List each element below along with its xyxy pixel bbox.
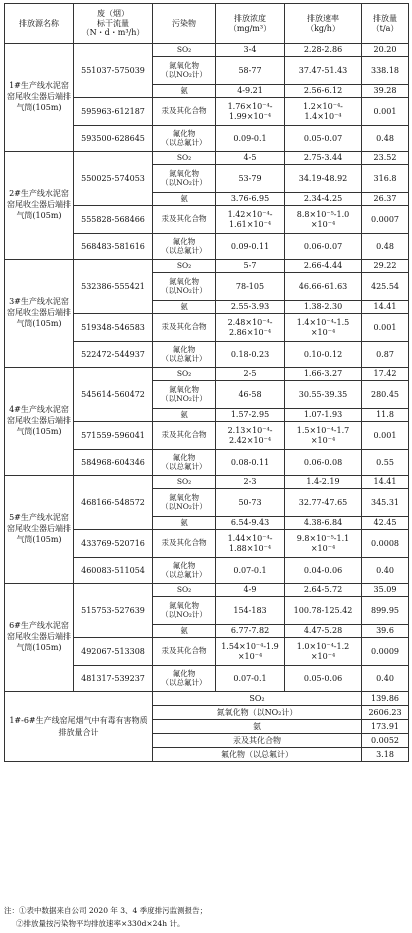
rate-value: 0.05-0.06 <box>285 666 362 692</box>
rate-value: 30.55-39.35 <box>285 381 362 409</box>
table-row <box>5 368 409 381</box>
rate-value: 2.64-5.72 <box>285 584 362 597</box>
amount-value: 0.48 <box>362 234 409 260</box>
pollutant-name: 氟化物 （以总氟计） <box>153 342 216 368</box>
source-name: 4#生产线水泥窑窑尾收尘器后端排气筒(105m) <box>5 368 74 476</box>
pollutant-name: SO₂ <box>153 476 216 489</box>
concentration-value: 6.77-7.82 <box>216 625 285 638</box>
table-row <box>5 476 409 489</box>
rate-value: 1.4-2.19 <box>285 476 362 489</box>
flow-value: 571559-596041 <box>74 422 153 450</box>
pollutant-name: 汞及其化合物 <box>153 206 216 234</box>
amount-value: 280.45 <box>362 381 409 409</box>
header-amount: 排放量 （t/a） <box>362 4 409 44</box>
rate-value: 0.10-0.12 <box>285 342 362 368</box>
amount-value: 316.8 <box>362 165 409 193</box>
source-name: 2#生产线水泥窑窑尾收尘器后端排气筒(105m) <box>5 152 74 260</box>
flow-value: 468166-548572 <box>74 476 153 530</box>
concentration-value: 6.54-9.43 <box>216 517 285 530</box>
concentration-value: 2-5 <box>216 368 285 381</box>
pollutant-name: 氮氧化物 （以NO₂计） <box>153 597 216 625</box>
concentration-value: 50-73 <box>216 489 285 517</box>
flow-value: 555828-568466 <box>74 206 153 234</box>
concentration-value: 4-9 <box>216 584 285 597</box>
rate-value: 100.78-125.42 <box>285 597 362 625</box>
header-rate: 排放速率 （kg/h） <box>285 4 362 44</box>
amount-value: 0.40 <box>362 666 409 692</box>
amount-value: 17.42 <box>362 368 409 381</box>
concentration-value: 78-105 <box>216 273 285 301</box>
summary-row <box>5 692 409 706</box>
summary-pollutant: 氨 <box>153 720 362 734</box>
flow-value: 568483-581616 <box>74 234 153 260</box>
rate-value: 2.56-6.12 <box>285 85 362 98</box>
pollutant-name: 氨 <box>153 409 216 422</box>
rate-value: 1.07-1.93 <box>285 409 362 422</box>
flow-value: 492067-513308 <box>74 638 153 666</box>
amount-value: 20.20 <box>362 44 409 57</box>
amount-value: 0.001 <box>362 314 409 342</box>
flow-value: 550025-574053 <box>74 152 153 206</box>
note-line: ②排放量按污染物平均排放速率×330d×24h 计。 <box>16 919 185 928</box>
flow-value: 551037-575039 <box>74 44 153 98</box>
concentration-value: 4-5 <box>216 152 285 165</box>
pollutant-name: SO₂ <box>153 44 216 57</box>
pollutant-name: 氨 <box>153 85 216 98</box>
pollutant-name: 汞及其化合物 <box>153 314 216 342</box>
amount-value: 14.41 <box>362 301 409 314</box>
flow-value: 433769-520716 <box>74 530 153 558</box>
amount-value: 0.87 <box>362 342 409 368</box>
table-row <box>5 152 409 165</box>
source-name: 1#生产线水泥窑窑尾收尘器后端排气筒(105m) <box>5 44 74 152</box>
flow-value: 515753-527639 <box>74 584 153 638</box>
rate-value: 2.75-3.44 <box>285 152 362 165</box>
rate-value: 1.66-3.27 <box>285 368 362 381</box>
concentration-value: 1.57-2.95 <box>216 409 285 422</box>
pollutant-name: 汞及其化合物 <box>153 638 216 666</box>
amount-value: 0.001 <box>362 422 409 450</box>
pollutant-name: 汞及其化合物 <box>153 98 216 126</box>
pollutant-name: 汞及其化合物 <box>153 422 216 450</box>
amount-value: 14.41 <box>362 476 409 489</box>
concentration-value: 0.07-0.1 <box>216 558 285 584</box>
pollutant-name: 氮氧化物 （以NO₂计） <box>153 381 216 409</box>
amount-value: 0.48 <box>362 126 409 152</box>
summary-pollutant: 汞及其化合物 <box>153 734 362 748</box>
rate-value: 1.4×10⁻⁴-1.5 ×10⁻⁴ <box>285 314 362 342</box>
pollutant-name: 氟化物 （以总氟计） <box>153 234 216 260</box>
rate-value: 1.5×10⁻⁴-1.7 ×10⁻⁴ <box>285 422 362 450</box>
amount-value: 26.37 <box>362 193 409 206</box>
rate-value: 4.38-6.84 <box>285 517 362 530</box>
rate-value: 0.06-0.08 <box>285 450 362 476</box>
rate-value: 0.06-0.07 <box>285 234 362 260</box>
pollutant-name: 氮氧化物 （以NO₂计） <box>153 165 216 193</box>
summary-amount: 3.18 <box>362 748 409 762</box>
pollutant-name: 氟化物 （以总氟计） <box>153 558 216 584</box>
rate-value: 32.77-47.65 <box>285 489 362 517</box>
pollutant-name: 氮氧化物 （以NO₂计） <box>153 489 216 517</box>
emission-table <box>4 3 409 762</box>
pollutant-name: 氮氧化物 （以NO₂计） <box>153 273 216 301</box>
summary-pollutant: 氟化物（以总氟计） <box>153 748 362 762</box>
concentration-value: 5-7 <box>216 260 285 273</box>
pollutant-name: 氨 <box>153 301 216 314</box>
flow-value: 532386-555421 <box>74 260 153 314</box>
concentration-value: 0.18-0.23 <box>216 342 285 368</box>
flow-value: 481317-539237 <box>74 666 153 692</box>
pollutant-name: 氨 <box>153 625 216 638</box>
table-row <box>5 260 409 273</box>
amount-value: 0.55 <box>362 450 409 476</box>
rate-value: 0.04-0.06 <box>285 558 362 584</box>
summary-amount: 173.91 <box>362 720 409 734</box>
header-source: 排放源名称 <box>5 4 74 44</box>
amount-value: 11.8 <box>362 409 409 422</box>
pollutant-name: 氮氧化物 （以NO₂计） <box>153 57 216 85</box>
concentration-value: 58-77 <box>216 57 285 85</box>
rate-value: 1.0×10⁻⁴-1.2 ×10⁻⁴ <box>285 638 362 666</box>
concentration-value: 53-79 <box>216 165 285 193</box>
rate-value: 46.66-61.63 <box>285 273 362 301</box>
pollutant-name: 氟化物 （以总氟计） <box>153 126 216 152</box>
rate-value: 9.8×10⁻⁵-1.1 ×10⁻⁴ <box>285 530 362 558</box>
concentration-value: 46-58 <box>216 381 285 409</box>
concentration-value: 2.48×10⁻⁴- 2.86×10⁻⁴ <box>216 314 285 342</box>
concentration-value: 2.13×10⁻⁴- 2.42×10⁻⁴ <box>216 422 285 450</box>
amount-value: 425.54 <box>362 273 409 301</box>
amount-value: 0.0007 <box>362 206 409 234</box>
pollutant-name: 氟化物 （以总氟计） <box>153 450 216 476</box>
concentration-value: 0.09-0.11 <box>216 234 285 260</box>
concentration-value: 2.55-3.93 <box>216 301 285 314</box>
amount-value: 0.0009 <box>362 638 409 666</box>
pollutant-name: 氟化物 （以总氟计） <box>153 666 216 692</box>
concentration-value: 1.44×10⁻⁴- 1.88×10⁻⁴ <box>216 530 285 558</box>
concentration-value: 2-3 <box>216 476 285 489</box>
source-name: 3#生产线水泥窑窑尾收尘器后端排气筒(105m) <box>5 260 74 368</box>
amount-value: 39.6 <box>362 625 409 638</box>
flow-value: 593500-628645 <box>74 126 153 152</box>
rate-value: 2.28-2.86 <box>285 44 362 57</box>
concentration-value: 0.08-0.11 <box>216 450 285 476</box>
pollutant-name: SO₂ <box>153 260 216 273</box>
amount-value: 23.52 <box>362 152 409 165</box>
flow-value: 522472-544937 <box>74 342 153 368</box>
table-row <box>5 584 409 597</box>
amount-value: 35.09 <box>362 584 409 597</box>
pollutant-name: 氨 <box>153 193 216 206</box>
amount-value: 0.40 <box>362 558 409 584</box>
rate-value: 4.47-5.28 <box>285 625 362 638</box>
flow-value: 595963-612187 <box>74 98 153 126</box>
concentration-value: 1.76×10⁻⁴- 1.99×10⁻⁴ <box>216 98 285 126</box>
source-name: 6#生产线水泥窑窑尾收尘器后端排气筒(105m) <box>5 584 74 692</box>
concentration-value: 0.09-0.1 <box>216 126 285 152</box>
rate-value: 37.47-51.43 <box>285 57 362 85</box>
summary-pollutant: 氮氧化物（以NO₂计） <box>153 706 362 720</box>
table-notes <box>4 904 408 930</box>
table-row <box>5 44 409 57</box>
amount-value: 345.31 <box>362 489 409 517</box>
pollutant-name: SO₂ <box>153 584 216 597</box>
summary-amount: 0.0052 <box>362 734 409 748</box>
amount-value: 29.22 <box>362 260 409 273</box>
summary-amount: 139.86 <box>362 692 409 706</box>
amount-value: 39.28 <box>362 85 409 98</box>
concentration-value: 3.76-6.95 <box>216 193 285 206</box>
pollutant-name: SO₂ <box>153 368 216 381</box>
concentration-value: 154-183 <box>216 597 285 625</box>
concentration-value: 1.42×10⁻⁴- 1.61×10⁻⁴ <box>216 206 285 234</box>
rate-value: 1.2×10⁻⁴- 1.4×10⁻⁴ <box>285 98 362 126</box>
rate-value: 1.38-2.30 <box>285 301 362 314</box>
rate-value: 34.19-48.92 <box>285 165 362 193</box>
amount-value: 899.95 <box>362 597 409 625</box>
flow-value: 519348-546583 <box>74 314 153 342</box>
amount-value: 0.001 <box>362 98 409 126</box>
pollutant-name: 汞及其化合物 <box>153 530 216 558</box>
amount-value: 42.45 <box>362 517 409 530</box>
pollutant-name: SO₂ <box>153 152 216 165</box>
rate-value: 2.66-4.44 <box>285 260 362 273</box>
amount-value: 0.0008 <box>362 530 409 558</box>
note-line: 注：①表中数据来自公司 2020 年 3、4 季度排污监测报告； <box>4 906 208 915</box>
summary-label: 1#-6#生产线窑尾烟气中有毒有害物质排放量合计 <box>5 692 153 762</box>
rate-value: 8.8×10⁻⁵-1.0 ×10⁻⁴ <box>285 206 362 234</box>
summary-amount: 2606.23 <box>362 706 409 720</box>
concentration-value: 0.07-0.1 <box>216 666 285 692</box>
concentration-value: 1.54×10⁻⁴-1.9 ×10⁻⁴ <box>216 638 285 666</box>
concentration-value: 3-4 <box>216 44 285 57</box>
rate-value: 2.34-4.25 <box>285 193 362 206</box>
header-concentration: 排放浓度 （mg/m³） <box>216 4 285 44</box>
concentration-value: 4-9.21 <box>216 85 285 98</box>
header-flow: 废（烟） 标干流量 （N・d・m³/h） <box>74 4 153 44</box>
header-pollutant: 污染物 <box>153 4 216 44</box>
rate-value: 0.05-0.07 <box>285 126 362 152</box>
pollutant-name: 氨 <box>153 517 216 530</box>
source-name: 5#生产线水泥窑窑尾收尘器后端排气筒(105m) <box>5 476 74 584</box>
amount-value: 338.18 <box>362 57 409 85</box>
summary-pollutant: SO₂ <box>153 692 362 706</box>
flow-value: 545614-560472 <box>74 368 153 422</box>
flow-value: 460083-511054 <box>74 558 153 584</box>
flow-value: 584968-604346 <box>74 450 153 476</box>
